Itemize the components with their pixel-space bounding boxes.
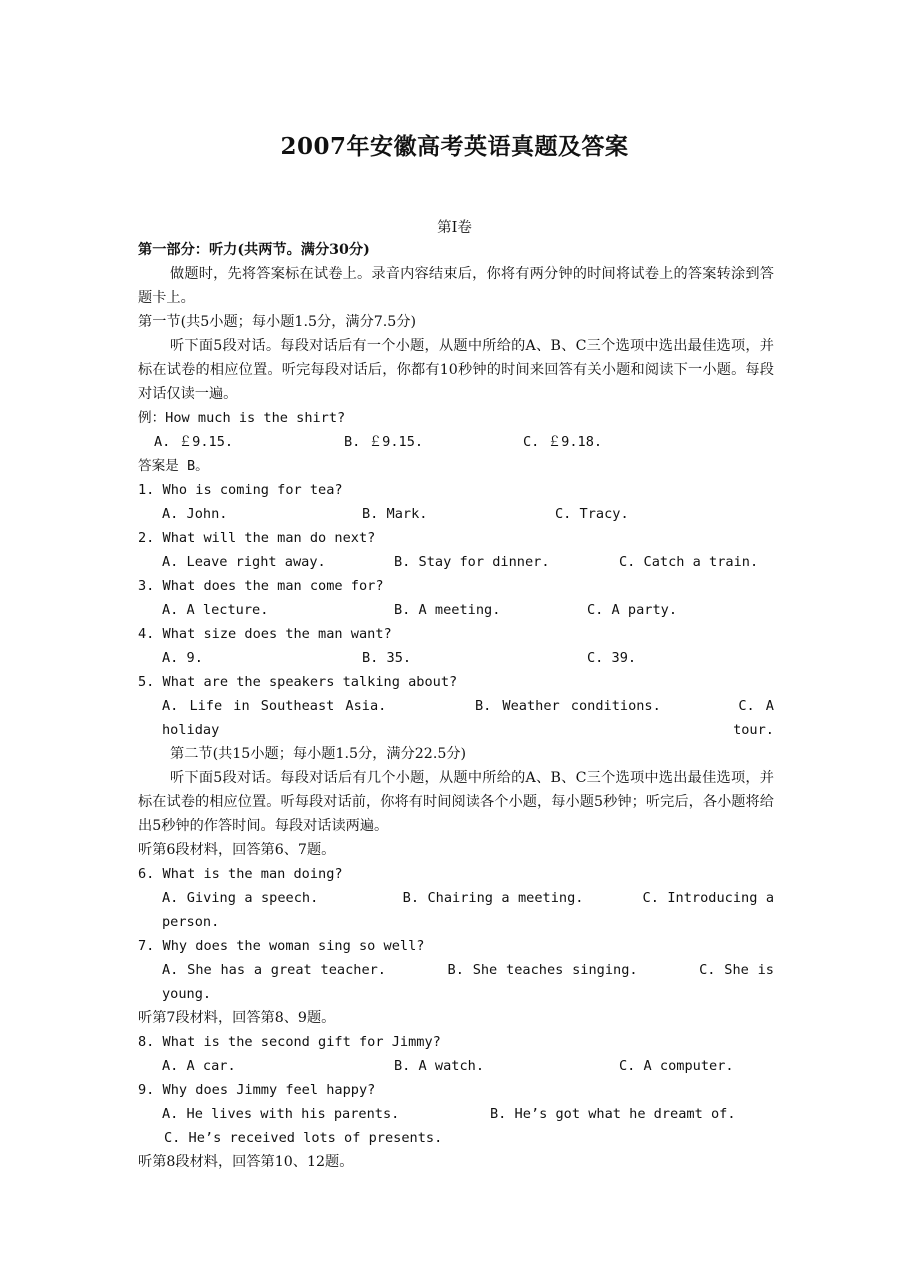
q2-option-a: A. Leave right away. — [162, 554, 326, 570]
q3-option-b: B. A meeting. — [394, 602, 501, 618]
example-question: 例：How much is the shirt? — [138, 410, 346, 426]
q8-option-a: A. A car. — [162, 1058, 236, 1074]
section1-instruction: 听下面5段对话。每段对话后有一个小题，从题中所给的A、B、C三个选项中选出最佳选项，并标在试卷的相应位置。听完每段对话后，你都有10秒钟的时间来回答有关小题和阅读下一小题。每段对话仅读一遍。 — [138, 338, 774, 402]
question-7-options — [138, 958, 774, 1006]
question-5: 5. What are the speakers talking about? — [138, 674, 458, 690]
question-1: 1. Who is coming for tea? — [138, 482, 343, 498]
q8-option-c: C. A computer. — [619, 1058, 734, 1074]
example-answer: 答案是 B。 — [138, 458, 209, 474]
q5-option-b: B. Weather conditions. — [474, 698, 661, 714]
example-option-b: B. ￡9.15. — [344, 434, 424, 450]
q9-option-a: A. He lives with his parents. — [162, 1106, 400, 1122]
question-5-options — [138, 694, 774, 742]
example-options — [138, 430, 774, 454]
question-4: 4. What size does the man want? — [138, 626, 392, 642]
q3-option-c: C. A party. — [587, 602, 678, 618]
question-9-options-row2 — [138, 1126, 774, 1150]
section2-instruction: 听下面5段对话。每段对话后有几个小题，从题中所给的A、B、C三个选项中选出最佳选项，并标在试卷的相应位置。听每段对话前，你将有时间阅读各个小题，每小题5秒钟；听完后，各小题将给出5秒钟的作答时间。每段对话读两遍。 — [138, 770, 774, 834]
question-6-options — [138, 886, 774, 934]
q7-option-c: C. She is young. — [162, 962, 774, 1002]
question-4-options — [138, 646, 774, 670]
question-1-options — [138, 502, 774, 526]
section1-heading: 第一节(共5小题；每小题1.5分，满分7.5分) — [138, 314, 417, 330]
q4-option-b: B. 35. — [362, 650, 412, 666]
question-3-options — [138, 598, 774, 622]
part1-heading: 第一部分：听力(共两节。满分30分) — [138, 242, 370, 258]
question-9: 9. Why does Jimmy feel happy? — [138, 1082, 376, 1098]
example-option-c: C. ￡9.18. — [523, 434, 603, 450]
question-2: 2. What will the man do next? — [138, 530, 376, 546]
q1-option-c: C. Tracy. — [555, 506, 629, 522]
q6-option-a: A. Giving a speech. — [162, 890, 319, 906]
q3-option-a: A. A lecture. — [162, 602, 269, 618]
q4-option-c: C. 39. — [587, 650, 637, 666]
material-7-label: 听第7段材料，回答第8、9题。 — [138, 1010, 336, 1026]
q9-option-b: B. He’s got what he dreamt of. — [490, 1106, 736, 1122]
question-8: 8. What is the second gift for Jimmy? — [138, 1034, 441, 1050]
question-8-options — [138, 1054, 774, 1078]
q2-option-c: C. Catch a train. — [619, 554, 759, 570]
part1-instruction: 做题时，先将答案标在试卷上。录音内容结束后，你将有两分钟的时间将试卷上的答案转涂到答题卡上。 — [138, 266, 774, 306]
question-3: 3. What does the man come for? — [138, 578, 384, 594]
q2-option-b: B. Stay for dinner. — [394, 554, 550, 570]
q1-option-a: A. John. — [162, 506, 228, 522]
volume-label: 第Ⅰ卷 — [437, 220, 472, 236]
material-8-label: 听第8段材料，回答第10、12题。 — [138, 1154, 354, 1170]
example-option-a: A. ￡9.15. — [154, 434, 234, 450]
q5-option-a: A. Life in Southeast Asia. — [162, 698, 387, 714]
q4-option-a: A. 9. — [162, 650, 203, 666]
q6-option-c: C. Introducing a person. — [162, 890, 775, 930]
q5-option-c: C. A holiday tour. — [162, 698, 774, 738]
question-2-options — [138, 550, 774, 574]
question-9-options-row1 — [138, 1102, 774, 1126]
q1-option-b: B. Mark. — [362, 506, 428, 522]
question-6: 6. What is the man doing? — [138, 866, 343, 882]
question-7: 7. Why does the woman sing so well? — [138, 938, 425, 954]
q7-option-b: B. She teaches singing. — [447, 962, 638, 978]
q6-option-b: B. Chairing a meeting. — [402, 890, 584, 906]
q7-option-a: A. She has a great teacher. — [162, 962, 386, 978]
exam-content — [138, 238, 774, 1174]
section2-heading: 第二节(共15小题；每小题1.5分，满分22.5分) — [170, 746, 467, 762]
material-6-label: 听第6段材料，回答第6、7题。 — [138, 842, 336, 858]
page-title: 2007年安徽高考英语真题及答案 — [280, 133, 629, 160]
q9-option-c: C. He’s received lots of presents. — [164, 1130, 443, 1146]
q8-option-b: B. A watch. — [394, 1058, 485, 1074]
